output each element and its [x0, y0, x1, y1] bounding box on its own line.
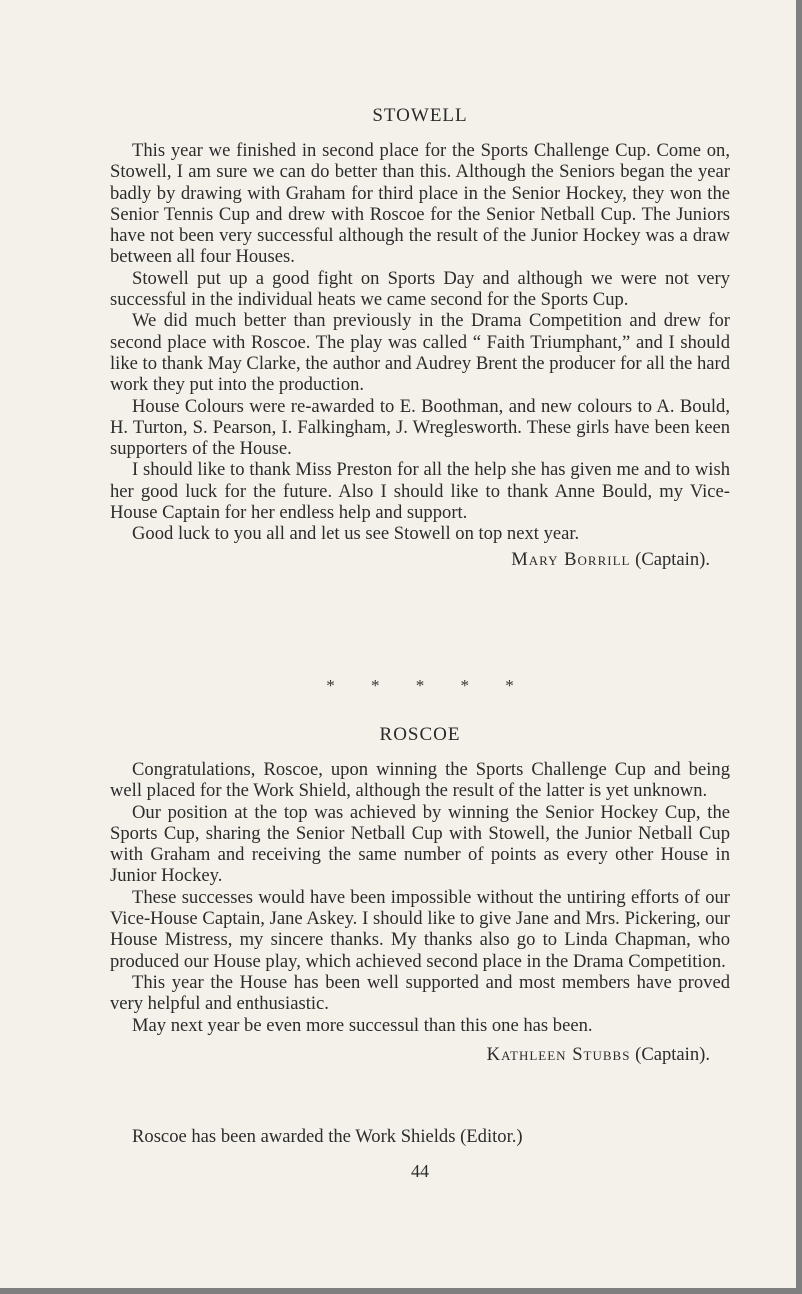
stowell-paragraph-6: Good luck to you all and let us see Stowell on top next year.: [132, 523, 580, 545]
roscoe-signature-role: (Captain).: [635, 1043, 710, 1065]
roscoe-paragraph-5: May next year be even more successul than this one has been.: [132, 1014, 593, 1036]
stowell-signature-name: Mary Borrill: [511, 548, 631, 570]
stowell-paragraph-1: This year we finished in second place for the Sports Challenge Cup. Come on, Stowell, I am sure we can do better than this. Although the Seniors began the year badly by drawing with Graham for third place in the Senior Hockey, they won the Senior Tennis Cup and drew with Roscoe for the Senior Netball Cup. The Juniors have not been very successful although the result of the Junior Hockey was a draw between all four Houses.: [110, 140, 730, 268]
roscoe-paragraph-1: Congratulations, Roscoe, upon winning the Sports Challenge Cup and being well placed for the Work Shield, although the result of the latter is yet unknown.: [110, 759, 730, 802]
stowell-heading: STOWELL: [372, 105, 468, 126]
stowell-paragraph-5: I should like to thank Miss Preston for all the help she has given me and to wish her good luck for the future. Also I should like to thank Anne Bould, my Vice-House Captain for her endless help and support.: [110, 459, 730, 524]
editor-note: Roscoe has been awarded the Work Shields (Editor.): [132, 1126, 523, 1147]
stowell-section: [110, 140, 730, 570]
stowell-signature: [110, 549, 730, 570]
stowell-paragraph-2: Stowell put up a good fight on Sports Day and although we were not very successful in the individual heats we came second for the Sports Cup.: [110, 267, 730, 311]
roscoe-signature-name: Kathleen Stubbs: [486, 1043, 631, 1065]
stowell-signature-role: (Captain).: [635, 548, 710, 570]
stowell-paragraph-3: We did much better than previously in the Drama Competition and drew for second place with Roscoe. The play was called “ Faith Triumphant,” and I should like to thank May Clarke, the author and Audrey Brent the producer for all the hard work they put into the production.: [110, 310, 730, 396]
stowell-paragraph-4: House Colours were re-awarded to E. Boothman, and new colours to A. Bould, H. Turton, S. Pearson, I. Falkingham, J. Wreglesworth. These girls have been keen supporters of the House.: [110, 395, 730, 460]
page-number: 44: [411, 1161, 429, 1181]
roscoe-paragraph-4: This year the House has been well supported and most members have proved very helpful and enthusiastic.: [110, 971, 730, 1015]
roscoe-section: [110, 759, 730, 1065]
roscoe-signature: [110, 1044, 730, 1065]
section-separator: * * * * *: [326, 676, 514, 695]
roscoe-paragraph-3: These successes would have been impossible without the untiring efforts of our Vice-House Captain, Jane Askey. I should like to give Jane and Mrs. Pickering, our House Mistress, my sincere thanks. My thanks also go to Linda Chapman, who produced our House play, which achieved second place in the Drama Competition.: [110, 886, 730, 972]
roscoe-heading: ROSCOE: [379, 724, 461, 745]
roscoe-paragraph-2: Our position at the top was achieved by winning the Senior Hockey Cup, the Sports Cup, sharing the Senior Netball Cup with Stowell, the Junior Netball Cup with Graham and receiving the same number of points as every other House in Junior Hockey.: [110, 801, 730, 887]
